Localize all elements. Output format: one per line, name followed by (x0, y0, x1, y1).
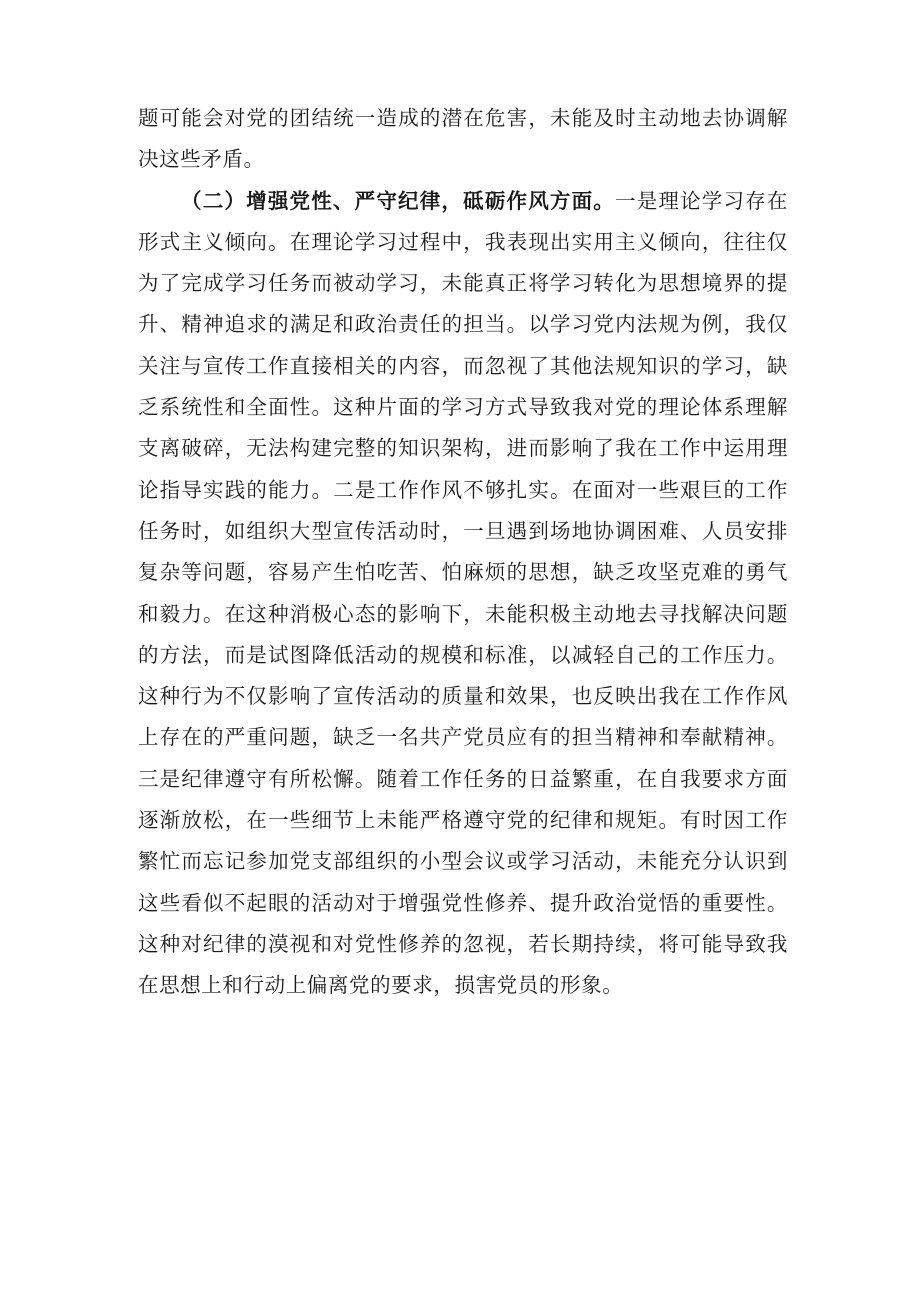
document-body (138, 98, 788, 1007)
paragraph-continuation: 题可能会对党的团结统一造成的潜在危害，未能及时主动地去协调解决这些矛盾。 (138, 106, 788, 172)
section-heading: （二）增强党性、严守纪律，砥砺作风方面。 (181, 188, 616, 213)
paragraph-section-two (138, 181, 788, 1007)
section-body: 一是理论学习存在形式主义倾向。在理论学习过程中，我表现出实用主义倾向，往往仅为了完成学习任务而被动学习，未能真正将学习转化为思想境界的提升、精神追求的满足和政治责任的担当。以学习党内法规为例，我仅关注与宣传工作直接相关的内容，而忽视了其他法规知识的学习，缺乏系统性和全面性。这种片面的学习方式导致我对党的理论体系理解支离破碎，无法构建完整的知识架构，进而影响了我在工作中运用理论指导实践的能力。二是工作作风不够扎实。在面对一些艰巨的工作任务时，如组织大型宣传活动时，一旦遇到场地协调困难、人员安排复杂等问题，容易产生怕吃苦、怕麻烦的思想，缺乏攻坚克难的勇气和毅力。在这种消极心态的影响下，未能积极主动地去寻找解决问题的方法，而是试图降低活动的规模和标准，以减轻自己的工作压力。这种行为不仅影响了宣传活动的质量和效果，也反映出我在工作作风上存在的严重问题，缺乏一名共产党员应有的担当精神和奉献精神。三是纪律遵守有所松懈。随着工作任务的日益繁重，在自我要求方面逐渐放松，在一些细节上未能严格遵守党的纪律和规矩。有时因工作繁忙而忘记参加党支部组织的小型会议或学习活动，未能充分认识到这些看似不起眼的活动对于增强党性修养、提升政治觉悟的重要性。这种对纪律的漠视和对党性修养的忽视，若长期持续，将可能导致我在思想上和行动上偏离党的要求，损害党员的形象。 (138, 188, 788, 998)
